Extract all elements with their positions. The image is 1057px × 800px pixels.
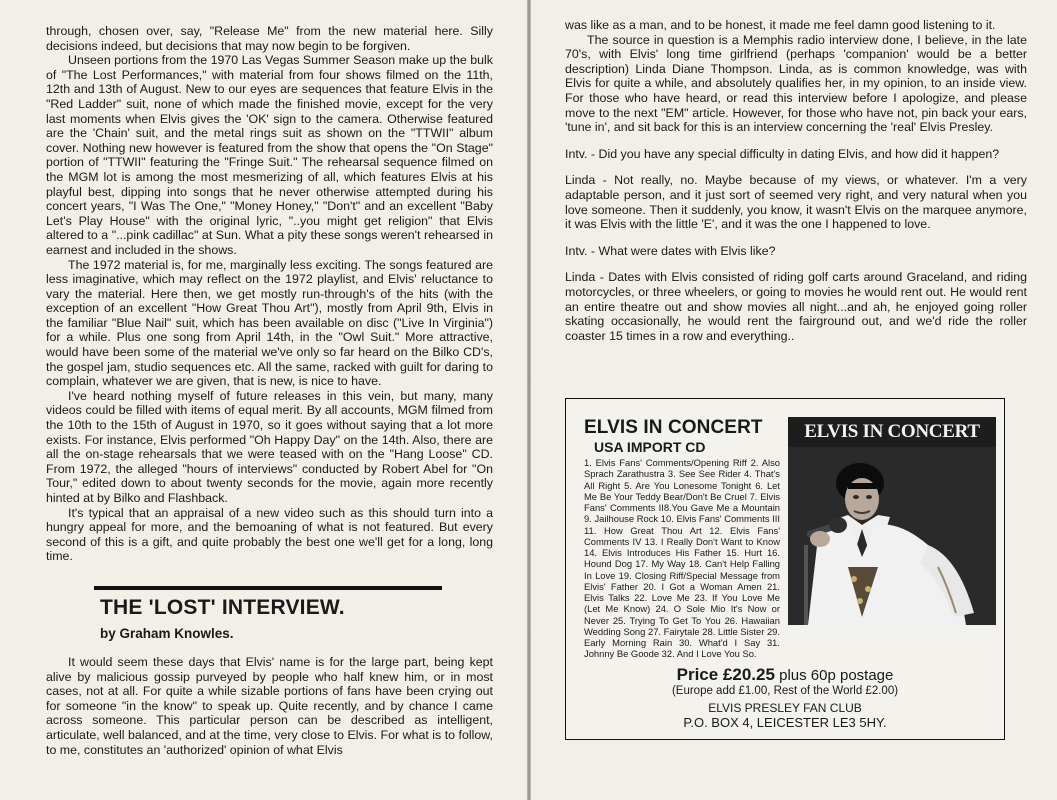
heading-rule bbox=[94, 586, 442, 590]
interview-question: Intv. - What were dates with Elvis like? bbox=[565, 243, 776, 258]
ad-title: ELVIS IN CONCERT bbox=[584, 417, 763, 438]
article-byline: by Graham Knowles. bbox=[100, 625, 234, 641]
right-page bbox=[531, 0, 1057, 800]
fan-club-name: ELVIS PRESLEY FAN CLUB bbox=[708, 701, 862, 715]
performer-photo-icon bbox=[788, 417, 996, 625]
article-paragraph: was like as a man, and to be honest, it made me feel damn good listening to it. bbox=[565, 18, 996, 32]
interview-answer: Linda - Dates with Elvis consisted of riding golf carts around Graceland, and riding motorcycles, or three wheelers, or going to movies he would rent out. He would rent an entire theatre out and show movies all night...and ah, he enjoyed going roller skating occasionally, he would rent the fairground out, and we'd ride the roller coaster 15 times in a row and everything.. bbox=[565, 270, 1027, 343]
article-paragraph: Unseen portions from the 1970 Las Vegas Summer Season make up the bulk of "The Lost Performances," with material from four shows filmed on the 11th, 12th and 13th of August. New to our eyes are sequences that feature Elvis in the "Red Ladder" suit, none of which made the finished movie, except for the very last moments when Elvis gives the 'OK' sign to the camera. Otherwise featured are the 'Chain' suit, and the metal rings suit as shown on the "TTWII" album cover. Nothing new however is featured from the show that opens the "On Stage" portion of "TTWII" featuring the "Fringe Suit." The rehearsal sequence filmed on the MGM lot is among the most mesmerizing of all, which features Elvis at his playful best, dipping into songs that he never otherwise attempted during his concert years, "I Was The One," "Money Honey," "Don't" and an excellent "Baby Let's Play House" with the original lyric, "..you might get religion" that Elvis altered to a "...pink cadillac" at Sun. What a pity these songs weren't rehearsed in earnest and included in the shows. bbox=[46, 53, 493, 257]
price-line bbox=[566, 665, 1004, 685]
interview-question: Intv. - Did you have any special difficulty in dating Elvis, and how did it happen? bbox=[565, 146, 1000, 161]
ad-subtitle: USA IMPORT CD bbox=[594, 439, 706, 455]
fan-club-address: P.O. BOX 4, LEICESTER LE3 5HY. bbox=[683, 715, 887, 730]
article-paragraph: through, chosen over, say, "Release Me" from the new material here. Silly decisions indeed, but decisions that may now begin to be forgiven. bbox=[46, 24, 493, 53]
track-list: 1. Elvis Fans' Comments/Opening Riff 2. Also Sprach Zarathustra 3. See See Rider 4. That's All Right 5. Are You Lonesome Tonight 6. Let Me Be Your Teddy Bear/Don't Be Cruel 7. Elvis Fans' Comments II8.You Gave Me a Mountain 9. Jailhouse Rock 10. Elvis Fans' Comments III 11. How Great Thou Art 12. Elvis Fans' Comments IV 13. I Really Don't Want to Know 14. Elvis Introduces His Father 15. Hurt 16. Hound Dog 17. My Way 18. Can't Help Falling In Love 19. Closing Riff/Special Message from Elvis' Father 20. I Got a Woman Amen 21. Elvis Talks 22. Love Me 23. If You Love Me (Let Me Know) 24. O Sole Mio It's Now or Never 25. Trying To Get To You 26. Hawaiian Wedding Song 27. Fairytale 28. Little Sister 29. Early Morning Rain 30. What'd I Say 31. Johnny Be Goode 32. And I Love You So. bbox=[584, 457, 780, 660]
price-label: Price £20.25 bbox=[676, 665, 775, 684]
album-cover-image bbox=[788, 417, 996, 625]
cd-advertisement bbox=[565, 398, 1005, 740]
price-note: (Europe add £1.00, Rest of the World £2.00) bbox=[671, 685, 899, 697]
interview-answer: Linda - Not really, no. Maybe because of my views, or whatever. I'm a very adaptable person, and it just sort of seemed very right, and very natural when you love someone. Then it suddenly, you know, it wasn't Elvis on the marquee anymore, it was Elvis with the little 'E', and it was the one I happened to love. bbox=[565, 173, 1027, 232]
article-title: THE 'LOST' INTERVIEW. bbox=[100, 595, 345, 619]
article-paragraph: The source in question is a Memphis radio interview done, I believe, in the late 70's, with Elvis' long time girlfriend (perhaps 'companion' would be a better description) Linda Diane Thompson. Linda, as is common knowledge, was with Elvis for quite a while, and absolutely qualifies her, in my opinion, to an inside view. For those who have heard, or read this interview before I apologize, and please move to the next "EM" article. However, for those who have not, pin back your ears, 'tune in', and sit back for this is an interview concerning the 'real' Elvis Presley. bbox=[565, 32, 1027, 135]
article-intro: It would seem these days that Elvis' name is for the large part, being kept alive by malicious gossip purveyed by people who half knew him, or in most cases, not at all. For quite a while sizable portions of fans have been crying out for someone "in the know" to speak up. Quite recently, and by chance I came across someone. This particular person can be described as intelligent, articulate, well balanced, and at the time, very close to Elvis. For what is to follow, to me, constitutes an 'authorized' opinion of what Elvis bbox=[46, 654, 493, 757]
cover-title: ELVIS IN CONCERT bbox=[804, 421, 980, 442]
article-paragraph: I've heard nothing myself of future releases in this vein, but many, many videos could be filled with items of equal merit. By all accounts, MGM filmed from the 10th to the 15th of August in 1970, so it goes without saying that a lot more exists. For instance, Elvis performed "Oh Happy Day" on the 14th. Also, there are all the on-stage rehearsals that we were teased with on the "Hang Loose" CD. From 1972, the alleged "hours of interviews" conducted by Robert Abel for "On Tour," edited down to about twenty seconds for the movie, again more recently hinted at by Bilko and Flashback. bbox=[46, 388, 493, 505]
article-paragraph: The 1972 material is, for me, marginally less exciting. The songs featured are less imaginative, which may reflect on the 1972 playlist, and Elvis' reluctance to vary the material. Here then, we get mostly run-through's of the hits (with the exception of an excellent "How Great Thou Art"), mostly from April 9th, Elvis in the familiar "Blue Nail" suit, which has been available on disc ("Live In Virginia") for a while. Plus one song from April 14th, in the "Owl Suit." More attractive, would have been some of the material we've only so far heard on the Bilko CD's, the gospel jam, studio sequences etc. All the same, racked with guilt for daring to complain, whatever we are given, that is new, is nice to have. bbox=[46, 257, 493, 389]
price-extra: plus 60p postage bbox=[774, 667, 894, 684]
left-page bbox=[0, 0, 527, 800]
article-paragraph: It's typical that an appraisal of a new video such as this should turn into a hungry appeal for more, and the bemoaning of what is not featured. But every second of this is a gift, and quite probably the best one we'll get for a long, long time. bbox=[46, 505, 493, 564]
